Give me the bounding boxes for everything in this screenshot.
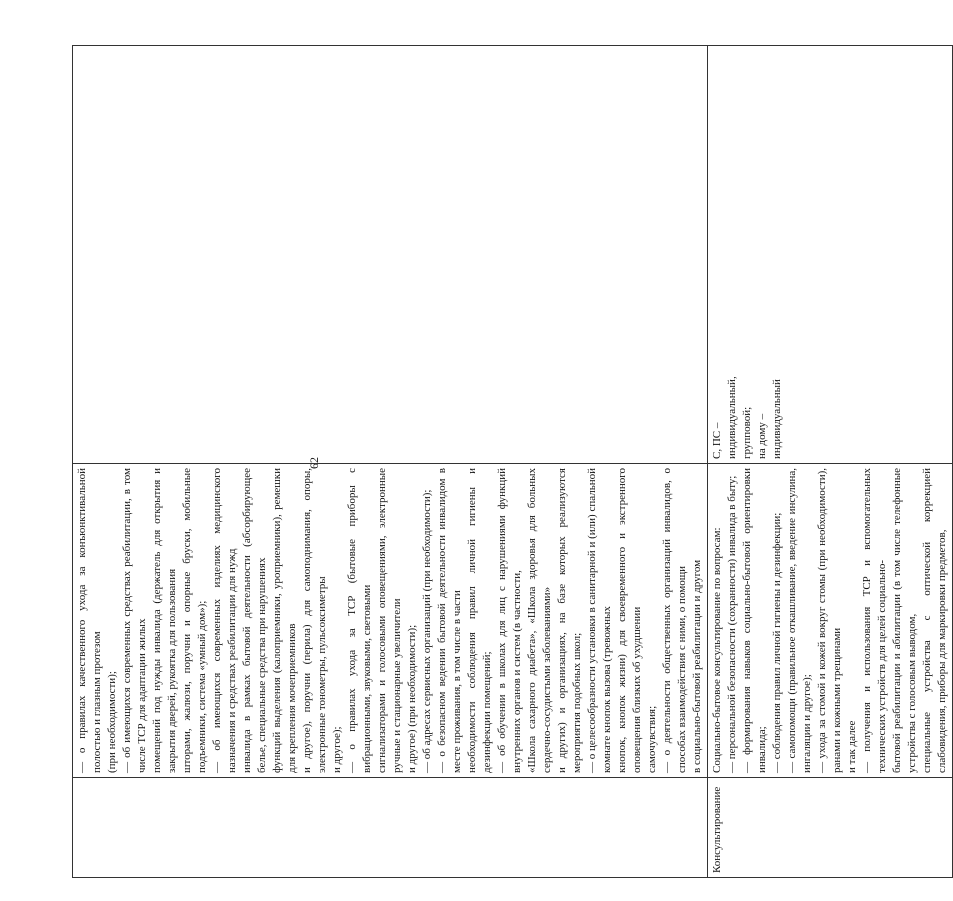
service-content-cell <box>708 464 953 778</box>
text-line: — о правилах качественного ухода за конъюнктивальной полостью и глазным протезом <box>76 468 103 773</box>
text-line: специальные устройства с оптической коррекцией слабовидения, приборы для маркировки предметов, <box>921 468 948 773</box>
text-line: самочувствия; <box>646 705 658 773</box>
text-line: — об обучении в школах для лиц с нарушениями функций внутренних органов и систем (в частности, <box>496 468 523 773</box>
text-line: функций выделения (калоприемники, уроприемники), ремешки для крепления мочеприемников <box>271 468 298 773</box>
service-name-cell: Консультирование <box>708 778 953 878</box>
table-row-consulting-topics <box>73 46 708 878</box>
text-line: (при необходимости); <box>106 671 118 773</box>
text-line: — о правилах ухода за ТСР (бытовые приборы с вибрационными, звуковыми, световыми <box>346 468 373 773</box>
page-number: 62 <box>307 457 321 469</box>
text-line: — о целесообразности установки в санитарной и (или) спальной комнате кнопок вызова (тревожных <box>586 468 613 773</box>
service-content-cell <box>73 464 708 778</box>
text-line: индивидуальный <box>771 379 783 459</box>
text-line: шторами, жалюзи, поручни и опорные бруски, мобильные подъемники, система «умный дом»); <box>181 468 208 773</box>
text-line: индивидуальный, <box>726 376 738 459</box>
rotated-table-frame <box>72 46 948 878</box>
text-line: С, ПС – <box>711 422 723 459</box>
text-line: инвалида в рамках бытовой деятельности (абсорбирующее белье, специальные средства при нарушениях <box>241 468 268 773</box>
service-form-cell <box>73 46 708 464</box>
text-line: — соблюдения правил личной гигиены и дезинфекции; <box>771 512 783 773</box>
text-line: в социально-бытовой реабилитации и другом <box>691 559 703 773</box>
text-line: помещений под нужды инвалида (держатель для открытия и закрытия дверей, рукоятка для пользования <box>151 468 178 773</box>
text-line: «Школа сахарного диабета», «Школа здоровья для больных сердечно-сосудистыми заболеваниями» <box>526 468 553 773</box>
text-line: сигнализаторами и голосовыми оповещениями, электронные ручные и стационарные увеличители <box>376 468 403 773</box>
text-line: необходимости соблюдения правил личной гигиены и дезинфекции помещений; <box>466 468 493 773</box>
rotated-table-area <box>72 46 948 878</box>
text-line: — об имеющихся современных средствах реабилитации, в том числе ТСР для адаптации жилых <box>121 468 148 773</box>
text-line: — о деятельности общественных организаций инвалидов, о способах взаимодействия с ними, о помощи <box>661 468 688 773</box>
text-line: — об адресах сервисных организаций (при необходимости); <box>421 489 433 773</box>
rehabilitation-services-table <box>72 45 953 878</box>
text-line: кнопок, кнопок жизни) для своевременного и экстренного оповещения близких об ухудшении <box>616 468 643 773</box>
table-row-consulting <box>708 46 953 878</box>
text-line: и так далее <box>846 720 858 773</box>
text-line: — формирования навыков социально-бытовой ориентировки инвалида; <box>741 468 768 773</box>
text-line: и другое) (при необходимости); <box>406 624 418 773</box>
service-name-cell <box>73 778 708 878</box>
text-line: — ухода за стомой и кожей вокруг стомы (при необходимости), ранами и кожными трещинами <box>816 468 843 773</box>
text-line: бытовой реабилитации и абилитации (в том числе телефонные устройства с голосовым выводом, <box>891 468 918 773</box>
text-line: — получения и использования ТСР и вспомогательных технических устройств для целей социально- <box>861 468 888 773</box>
service-form-cell <box>708 46 953 464</box>
text-line: — самопомощи (правильное откашливание, введение инсулина, ингаляции и другое); <box>786 468 813 773</box>
text-line: Социально-бытовое консультирование по вопросам: <box>711 527 723 773</box>
text-line: на дому – <box>756 413 768 459</box>
text-line: — об имеющихся современных изделиях медицинского назначения и средствах реабилитации для нужд <box>211 468 238 773</box>
text-line: — персональной безопасности (сохранности) инвалида в быту; <box>726 475 738 773</box>
text-line: и другое), поручни (перила) для самоподнимания, опоры, электронные тонометры, пульсоксиметры <box>301 468 328 773</box>
text-line: и другое); <box>331 726 343 773</box>
text-line: — о безопасном ведении бытовой деятельности инвалидом в месте проживания, в том числе в части <box>436 468 463 773</box>
text-line: и других) и организациях, на базе которых реализуются мероприятия подобных школ; <box>556 468 583 773</box>
text-line: групповой; <box>741 406 753 459</box>
